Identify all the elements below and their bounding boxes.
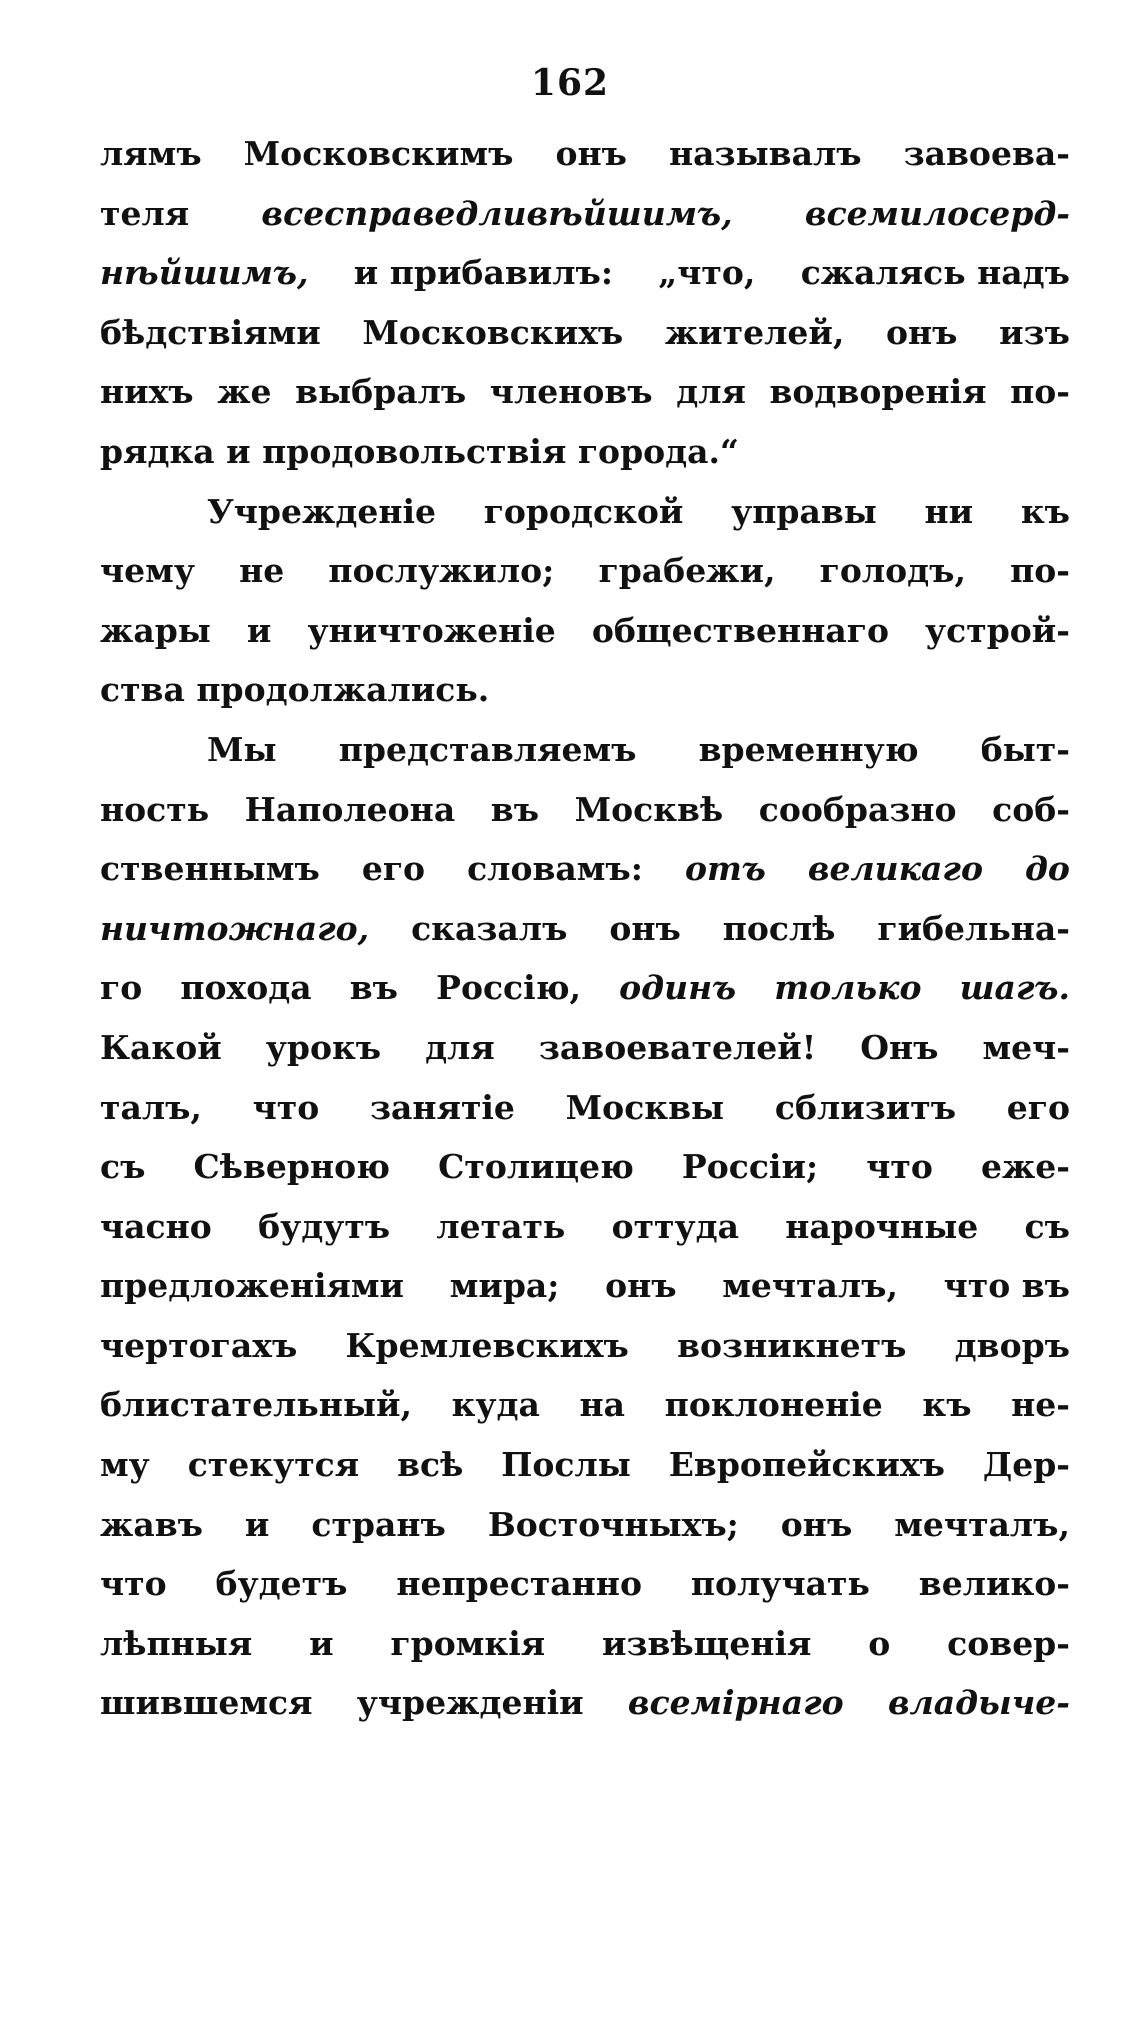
text-segment: Учрежденіе bbox=[207, 491, 437, 531]
text-segment: странъ bbox=[311, 1504, 446, 1544]
text-segment: шившемся bbox=[100, 1683, 313, 1723]
text-segment: голодъ, bbox=[819, 551, 966, 591]
text-segment: городской bbox=[483, 491, 684, 531]
text-line bbox=[100, 492, 1070, 552]
text-segment: только bbox=[774, 968, 922, 1008]
text-segment: совер- bbox=[947, 1623, 1070, 1663]
text-segment: Москвы bbox=[565, 1087, 725, 1127]
text-segment: представляемъ bbox=[338, 729, 637, 769]
text-segment: ни bbox=[924, 491, 974, 531]
text-segment: водворенія bbox=[769, 372, 987, 412]
text-segment: Московскихъ bbox=[362, 312, 624, 352]
text-segment: сообразно bbox=[758, 789, 957, 829]
text-segment: мечталъ, bbox=[722, 1266, 898, 1306]
text-segment: непрестанно bbox=[396, 1564, 642, 1604]
text-segment: сблизитъ bbox=[774, 1087, 957, 1127]
text-segment: общественнаго bbox=[591, 610, 889, 650]
text-line bbox=[100, 730, 1070, 790]
text-line bbox=[100, 1624, 1070, 1684]
text-segment: ственнымъ bbox=[100, 849, 320, 889]
text-line bbox=[100, 551, 1070, 611]
text-segment: Какой bbox=[100, 1027, 222, 1067]
text-segment: по- bbox=[1010, 372, 1070, 412]
text-line bbox=[100, 1505, 1070, 1565]
text-segment: ничтожнаго, bbox=[100, 908, 370, 948]
text-segment: что bbox=[866, 1147, 933, 1187]
text-segment: жавъ bbox=[100, 1504, 203, 1544]
text-segment: завоева- bbox=[903, 134, 1070, 173]
text-line bbox=[100, 1385, 1070, 1445]
text-segment: на bbox=[579, 1385, 626, 1425]
text-segment: что bbox=[100, 1564, 167, 1604]
text-segment: Москвѣ bbox=[574, 789, 724, 829]
text-segment: гибельна- bbox=[877, 908, 1070, 948]
text-segment: возникнетъ bbox=[677, 1325, 907, 1365]
text-segment: въ bbox=[349, 968, 398, 1008]
text-segment: для bbox=[676, 372, 746, 412]
text-segment: Мы bbox=[207, 729, 277, 769]
text-segment: похода bbox=[180, 968, 312, 1008]
text-segment: сжалясь надъ bbox=[800, 253, 1070, 293]
text-segment: чертогахъ bbox=[100, 1325, 298, 1365]
text-segment: стекутся bbox=[187, 1445, 360, 1485]
text-segment: Послы bbox=[501, 1445, 631, 1485]
text-segment: онъ bbox=[780, 1504, 853, 1544]
text-segment: талъ, bbox=[100, 1087, 202, 1127]
text-line bbox=[100, 611, 1070, 671]
body-text bbox=[100, 134, 1070, 1743]
text-segment: выбралъ bbox=[295, 372, 467, 412]
text-segment: соб- bbox=[992, 789, 1070, 829]
text-segment: му bbox=[100, 1445, 150, 1485]
text-segment: его bbox=[361, 849, 426, 889]
text-segment: будутъ bbox=[258, 1206, 391, 1246]
text-line bbox=[100, 1683, 1070, 1743]
text-segment: и bbox=[246, 610, 272, 650]
text-segment: и прибавилъ: bbox=[353, 253, 613, 293]
text-segment: Столицею bbox=[438, 1147, 634, 1187]
text-segment: не- bbox=[1011, 1385, 1070, 1425]
text-segment: Онъ bbox=[860, 1027, 939, 1067]
text-segment: блистательный, bbox=[100, 1385, 412, 1425]
text-segment: всѣ bbox=[397, 1445, 464, 1485]
text-segment: великаго bbox=[807, 849, 983, 889]
text-line bbox=[100, 134, 1070, 194]
text-segment: всесправедливѣйшимъ, bbox=[261, 193, 733, 233]
text-segment: словамъ: bbox=[467, 849, 643, 889]
text-segment: „что, bbox=[658, 253, 756, 293]
text-line bbox=[100, 849, 1070, 909]
text-segment: въ bbox=[490, 789, 540, 829]
text-segment: Московскимъ bbox=[243, 134, 514, 173]
text-segment: нарочные bbox=[785, 1206, 979, 1246]
text-segment: жары bbox=[100, 610, 211, 650]
text-segment: громкія bbox=[390, 1623, 546, 1663]
text-segment: грабежи, bbox=[598, 551, 776, 591]
text-segment: чему bbox=[100, 551, 195, 591]
text-line bbox=[100, 790, 1070, 850]
text-segment: уничтоженіе bbox=[307, 610, 556, 650]
text-segment: извѣщенія bbox=[602, 1623, 812, 1663]
text-segment: къ bbox=[1020, 491, 1070, 531]
text-segment: временную bbox=[698, 729, 919, 769]
text-segment: по- bbox=[1010, 551, 1070, 591]
text-segment: поклоненіе bbox=[664, 1385, 883, 1425]
text-segment: съ bbox=[100, 1147, 146, 1187]
text-line bbox=[100, 1147, 1070, 1207]
text-segment: занятіе bbox=[369, 1087, 515, 1127]
text-segment: онъ bbox=[609, 908, 681, 948]
text-line bbox=[100, 1445, 1070, 1505]
text-segment: велико- bbox=[918, 1564, 1070, 1604]
page-number: 162 bbox=[530, 62, 610, 104]
text-segment: и bbox=[309, 1623, 334, 1663]
text-line bbox=[100, 194, 1070, 254]
text-segment: изъ bbox=[999, 312, 1070, 352]
text-segment: что bbox=[252, 1087, 320, 1127]
text-line bbox=[100, 670, 1070, 730]
text-segment: что въ bbox=[943, 1266, 1070, 1306]
text-segment: лѣпныя bbox=[100, 1623, 253, 1663]
text-line bbox=[100, 968, 1070, 1028]
text-segment: Дер- bbox=[982, 1445, 1070, 1485]
text-line bbox=[100, 313, 1070, 373]
text-segment: го bbox=[100, 968, 143, 1008]
text-segment: лямъ bbox=[100, 134, 202, 173]
text-segment: дворъ bbox=[954, 1325, 1070, 1365]
text-segment: нихъ bbox=[100, 372, 194, 412]
text-segment: называлъ bbox=[668, 134, 862, 173]
text-line bbox=[100, 909, 1070, 969]
text-segment: еже- bbox=[980, 1147, 1070, 1187]
text-segment: устрой- bbox=[925, 610, 1070, 650]
text-segment: членовъ bbox=[489, 372, 653, 412]
text-segment: его bbox=[1006, 1087, 1070, 1127]
text-segment: завоевателей! bbox=[538, 1027, 817, 1067]
text-segment: будетъ bbox=[215, 1564, 348, 1604]
text-segment: Восточныхъ; bbox=[487, 1504, 739, 1544]
text-segment: не bbox=[239, 551, 285, 591]
text-segment: Россію, bbox=[436, 968, 582, 1008]
text-segment: часно bbox=[100, 1206, 212, 1246]
text-segment: съ bbox=[1024, 1206, 1070, 1246]
text-line bbox=[100, 1326, 1070, 1386]
text-segment: жителей, bbox=[664, 312, 845, 352]
text-segment: летать bbox=[436, 1206, 566, 1246]
text-segment: отъ bbox=[684, 849, 766, 889]
text-line bbox=[100, 1564, 1070, 1624]
text-segment: Кремлевскихъ bbox=[345, 1325, 629, 1365]
text-segment: нѣйшимъ, bbox=[100, 253, 309, 293]
text-segment: шагъ. bbox=[959, 968, 1070, 1008]
text-line bbox=[100, 1207, 1070, 1267]
text-segment: Сѣверною bbox=[193, 1147, 391, 1187]
text-segment: одинъ bbox=[619, 968, 737, 1008]
text-segment: Наполеона bbox=[244, 789, 456, 829]
text-segment: послѣ bbox=[722, 908, 836, 948]
text-segment: мира; bbox=[449, 1266, 560, 1306]
text-segment: бѣдствіями bbox=[100, 312, 321, 352]
text-segment: послужило; bbox=[328, 551, 555, 591]
text-segment: ность bbox=[100, 789, 210, 829]
text-segment: управы bbox=[731, 491, 877, 531]
text-segment: урокъ bbox=[265, 1027, 382, 1067]
text-segment: всемилосерд- bbox=[804, 193, 1070, 233]
text-segment: ства продолжались. bbox=[100, 670, 490, 710]
text-segment: онъ bbox=[555, 134, 627, 173]
text-segment: для bbox=[425, 1027, 495, 1067]
text-line bbox=[100, 1088, 1070, 1148]
text-segment: до bbox=[1024, 849, 1070, 889]
text-segment: владыче- bbox=[887, 1683, 1070, 1723]
text-segment: онъ bbox=[886, 312, 958, 352]
text-line bbox=[100, 372, 1070, 432]
text-segment: Россіи; bbox=[681, 1147, 819, 1187]
text-line bbox=[100, 432, 1070, 492]
text-segment: теля bbox=[100, 193, 190, 233]
text-segment: получать bbox=[690, 1564, 870, 1604]
text-segment: же bbox=[217, 372, 272, 412]
text-line bbox=[100, 253, 1070, 313]
text-segment: куда bbox=[451, 1385, 540, 1425]
text-segment: всемірнаго bbox=[627, 1683, 844, 1723]
text-segment: оттуда bbox=[611, 1206, 739, 1246]
text-segment: быт- bbox=[980, 729, 1070, 769]
text-segment: рядка и продовольствія города.“ bbox=[100, 431, 740, 471]
text-segment: къ bbox=[922, 1385, 972, 1425]
text-segment: сказалъ bbox=[411, 908, 568, 948]
text-segment: меч- bbox=[982, 1027, 1070, 1067]
text-segment: учрежденіи bbox=[356, 1683, 584, 1723]
text-segment: онъ bbox=[605, 1266, 677, 1306]
text-segment: Европейскихъ bbox=[668, 1445, 945, 1485]
text-segment: мечталъ, bbox=[894, 1504, 1070, 1544]
text-line bbox=[100, 1028, 1070, 1088]
text-segment: и bbox=[244, 1504, 270, 1544]
text-line bbox=[100, 1266, 1070, 1326]
text-segment: предложеніями bbox=[100, 1266, 405, 1306]
text-segment: о bbox=[868, 1623, 891, 1663]
